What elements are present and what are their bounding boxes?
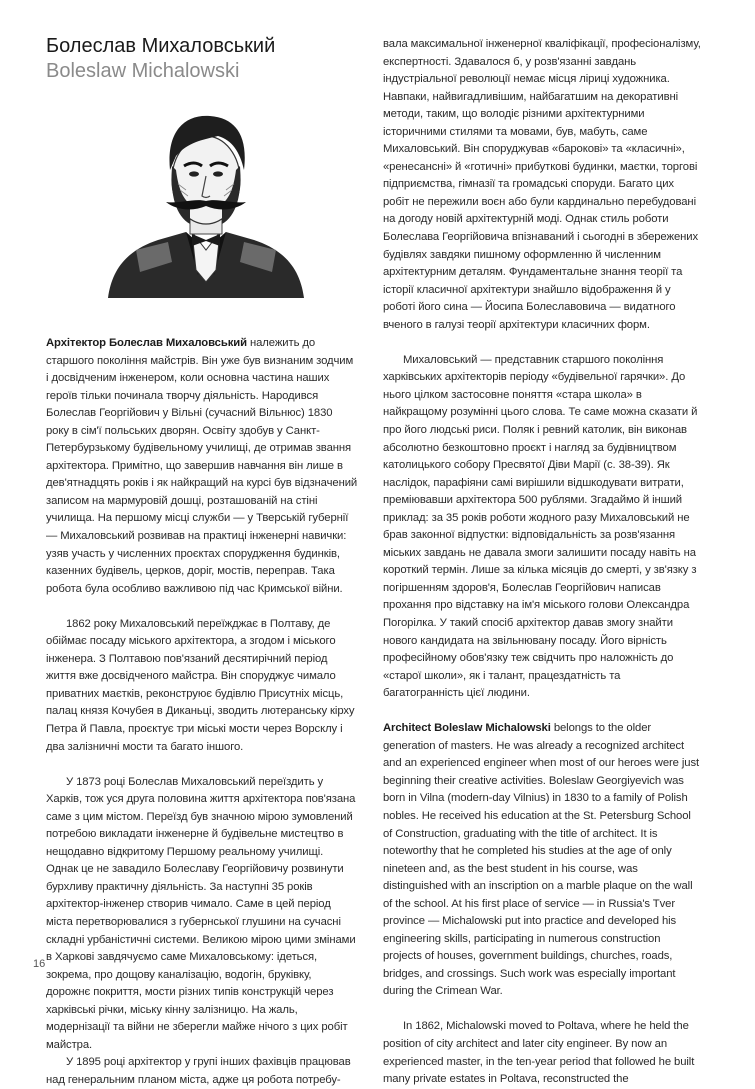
bio-paragraph-1-text: належить до старшого покоління майстрів. Він уже був визнаним зодчим і досвідченим інженером, коли основна частина наших героїв тільки починала творчу діяльність. Народився Болеслав Георгійович у Вільні (сучасний Вільнюс) 1830 року в сім'ї польських дворян. Освіту здобув у Санкт-Петербурзькому будівельному училищі, де отримав звання архітектора. Примітно, що завершив навчання він лише в дев'ятнадцять років і як найкращий на курсі був відзначений записом на мармуровій дошці, розташованій на стіні училища. На першому місці служби — у Тверській губернії — Михаловський розвивав на практиці інженерні навички: узяв участь у численних проєктах спорудження будинків, казенних будівель, церков, доріг, мостів, переправ. Така робота була особливо важливою під час Кримської війни. — [46, 337, 358, 595]
left-text-column — [46, 335, 358, 1089]
bio-paragraph-3: У 1873 році Болеслав Михаловський переїздить у Харків, тож уся друга половина життя архітектора пов'язана саме з цим містом. Переїзд був значною мірою зумовлений потребою викладати інженерне й будівельне мистецтво в нещодавно відкритому Першому реальному училищі. Однак це не завадило Болеславу Георгійовичу розвинути бурхливу практичну діяльність. За наступні 35 років архітектор-інженер створив чимало. Саме в цей період міста перетворювалися з губернської глушини на сучасні складні урбаністичні системи. Великою мірою цими змінами в Харкові завдячуємо саме Михаловському: ідеться, зокрема, про дощову каналізацію, водогін, бруківку, дорожнє покриття, мости різних типів конструкцій через харківські річки, міську кінну залізницю. На жаль, модернізації та війни не зберегли майже нічого з цих робіт майстра. — [46, 775, 356, 1051]
bio-paragraph-en-2: In 1862, Michalowski moved to Poltava, where he held the position of city architect and later city engineer. By now an experienced master, in the ten-year period that followed he built many private estates in Poltava, reconstructed the — [383, 1020, 695, 1086]
bio-paragraph-en-1-text: belongs to the older generation of masters. He was already a recognized architect and an experienced engineer when most of our heroes were just beginning their creative activities. Boleslaw Georgiyevich was born in Vilna (modern-day Vilnius) in 1830 to a family of Polish nobles. He received his education at the St. Petersburg School of Construction, graduating with the title of architect. It is noteworthy that he completed his studies at the age of only nineteen and, as the best student in his course, was distinguished with an inscription on a marble plaque on the wall of the school. At his first place of service — in Russia's Tver province — Michalowski put into practice and developed his engineering skills, participating in numerous construction projects of houses, government buildings, churches, roads, bridges, and crossings. Such work was especially important during the Crimean War. — [383, 722, 700, 998]
page-title-english: Boleslaw Michalowski — [46, 60, 240, 82]
bio-paragraph-4: У 1895 році архітектор у групі інших фахівців працював над генеральним планом міста, адже ця робота потребу- — [46, 1056, 351, 1086]
bio-paragraph-2: 1862 року Михаловський переїжджає в Полтаву, де обіймає посаду міського архітектора, а згодом і міського інженера. З Полтавою пов'язаний десятирічний період життя вже досвідченого майстра. Він споруджує чимало приватних маєтків, реконструює будівлю Присутніх місць, палац князя Кочубея в Диканьці, зводить лютеранську кірху Петра й Павла, проєктує три міські мости через Ворсклу і два залізничні мости та багато іншого. — [46, 617, 355, 753]
bio-lead-name: Архітектор Болеслав Михаловський — [46, 337, 247, 349]
page-number: 16 — [33, 958, 46, 970]
bio-paragraph-en-1 — [383, 720, 701, 1001]
bio-paragraph-6: Михаловський — представник старшого покоління харківських архітекторів періоду «будівельної гарячки». До нього цілком застосовне поняття «стара школа» в найкращому розумінні цього слова. Те саме можна сказати й про його людські риси. Поляк і ревний католик, він виконав абсолютно безкоштовно проєкт і нагляд за будівництвом католицького собору Пресвятої Діви Марії (с. 38-39). Як наслідок, парафіяни самі вирішили відшкодувати витрати, преміювавши архітектора 500 рублями. Згадаймо й інший приклад: за 35 років роботи жодного разу Михаловський не брав законної відпустки: відповідальність за розв'язання міських завдань не давала змоги залишити посаду навіть на короткий термін. Лише за кілька місяців до смерті, у зв'язку з погіршенням здоров'я, Болеслав Георгійович написав прохання про відставку на ім'я міського голови Олександра Погорілка. У такий спосіб архітектор давав змогу знайти нового кандидата на звільнювану посаду. Його вірність професійному обов'язку теж свідчить про наложність до «старої школи», як і талант, працездатність та багатогранність цієї людини. — [383, 353, 698, 700]
bio-paragraph-1 — [46, 335, 358, 598]
portrait-illustration — [106, 100, 306, 298]
bio-lead-name-en: Architect Boleslaw Michalowski — [383, 722, 551, 735]
bio-paragraph-5: вала максимальної інженерної кваліфікації, професіоналізму, експертності. Здавалося б, у розв'язанні завдань індустріальної революції немає місця ліриці художника. Навпаки, найвигадливішим, найбагатшим на декоративні методи, таким, що володіє різними архітектурними історичними стилями та мовами, був, мабуть, саме Михаловський. Він споруджував «барокові» та «класичні», «ренесансні» й «готичні» прибуткові будинки, маєтки, торгові підприємства, гімназії та громадські споруди. Багато цих робіт не пережили воєн або були кардинально перебудовані на догоду новій архітектурній моді. Однак стиль роботи Болеслава Георгійовича впізнаваний і сьогодні в збережених будівлях завдяки пишному оформленню й численним архітектурним деталям. Фундаментальне знання теорії та історії класичної архітектури знайшло відображення й у роботі його сина — Йосипа Болеславовича — видатного вченого в галузі теорії архітектури класичних форм. — [383, 38, 701, 331]
page-title-ukrainian: Болеслав Михаловський — [46, 35, 276, 57]
right-text-column — [383, 36, 701, 1089]
